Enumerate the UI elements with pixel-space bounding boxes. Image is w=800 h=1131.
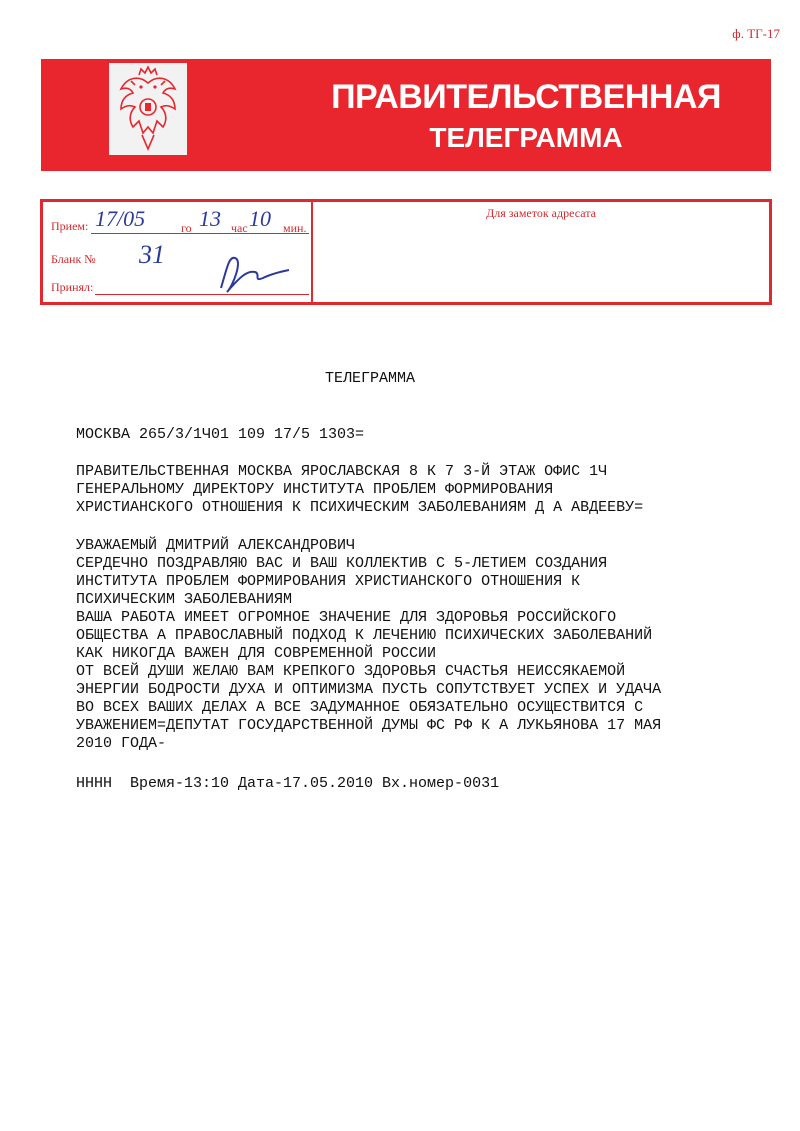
banner-subtitle: ТЕЛЕГРАММА bbox=[429, 122, 623, 153]
body-line: 2010 ГОДА- bbox=[76, 735, 167, 752]
banner-title: ПРАВИТЕЛЬСТВЕННАЯ bbox=[331, 78, 721, 116]
body-line: УВАЖАЕМЫЙ ДМИТРИЙ АЛЕКСАНДРОВИЧ bbox=[76, 537, 356, 554]
received-label: Прием: bbox=[51, 219, 89, 233]
blank-label: Бланк № bbox=[51, 252, 96, 266]
received-line bbox=[91, 233, 309, 234]
body-line: ВО ВСЕХ ВАШИХ ДЕЛАХ А ВСЕ ЗАДУМАННОЕ ОБЯЗАТЕЛЬНО ОСУЩЕСТВИТСЯ С bbox=[76, 699, 644, 716]
address-line: ХРИСТИАНСКОГО ОТНОШЕНИЯ К ПСИХИЧЕСКИМ ЗАБОЛЕВАНИЯМ Д А АВДЕЕВУ= bbox=[76, 499, 644, 516]
blank-number: 31 bbox=[139, 240, 165, 269]
header-banner bbox=[41, 59, 771, 171]
body-line: СЕРДЕЧНО ПОЗДРАВЛЯЮ ВАС И ВАШ КОЛЛЕКТИВ С 5-ЛЕТИЕМ СОЗДАНИЯ bbox=[76, 555, 608, 572]
body-line: ПСИХИЧЕСКИМ ЗАБОЛЕВАНИЯМ bbox=[76, 591, 293, 608]
coat-of-arms-icon bbox=[109, 63, 187, 155]
received-date: 17/05 bbox=[95, 206, 146, 231]
body-line: УВАЖЕНИЕМ=ДЕПУТАТ ГОСУДАРСТВЕННОЙ ДУМЫ ФС РФ К А ЛУКЬЯНОВА 17 МАЯ bbox=[76, 717, 662, 734]
body-line: КАК НИКОГДА ВАЖЕН ДЛЯ СОВРЕМЕННОЙ РОССИИ bbox=[76, 645, 437, 662]
address-line: ГЕНЕРАЛЬНОМУ ДИРЕКТОРУ ИНСТИТУТА ПРОБЛЕМ ФОРМИРОВАНИЯ bbox=[76, 481, 554, 498]
hour-label: час bbox=[231, 221, 248, 235]
telegram-footer: НННН Время-13:10 Дата-17.05.2010 Вх.номер-0031 bbox=[76, 775, 500, 792]
received-year-label: го bbox=[181, 221, 192, 235]
telegram-heading: ТЕЛЕГРАММА bbox=[324, 370, 415, 387]
form-code: ф. ТГ-17 bbox=[732, 26, 780, 41]
body-line: ОТ ВСЕЙ ДУШИ ЖЕЛАЮ ВАМ КРЕПКОГО ЗДОРОВЬЯ СЧАСТЬЯ НЕИССЯКАЕМОЙ bbox=[76, 663, 626, 680]
accepted-label: Принял: bbox=[51, 280, 94, 294]
minute-label: мин. bbox=[283, 221, 307, 235]
notes-label: Для заметок адресата bbox=[486, 206, 596, 220]
signature-icon bbox=[213, 248, 293, 298]
received-minute: 10 bbox=[249, 206, 271, 231]
body-line: ИНСТИТУТА ПРОБЛЕМ ФОРМИРОВАНИЯ ХРИСТИАНСКОГО ОТНОШЕНИЯ К bbox=[76, 573, 581, 590]
address-line: ПРАВИТЕЛЬСТВЕННАЯ МОСКВА ЯРОСЛАВСКАЯ 8 К 7 3-Й ЭТАЖ ОФИС 1Ч bbox=[76, 463, 608, 480]
body-line: ВАША РАБОТА ИМЕЕТ ОГРОМНОЕ ЗНАЧЕНИЕ ДЛЯ ЗДОРОВЬЯ РОССИЙСКОГО bbox=[76, 609, 617, 626]
telegram-routing: МОСКВА 265/3/1Ч01 109 17/5 1303= bbox=[76, 426, 365, 443]
reception-form bbox=[40, 199, 772, 305]
received-hour: 13 bbox=[199, 206, 221, 231]
body-line: ОБЩЕСТВА А ПРАВОСЛАВНЫЙ ПОДХОД К ЛЕЧЕНИЮ ПСИХИЧЕСКИХ ЗАБОЛЕВАНИЙ bbox=[76, 627, 653, 644]
body-line: ЭНЕРГИИ БОДРОСТИ ДУХА И ОПТИМИЗМА ПУСТЬ СОПУТСТВУЕТ УСПЕХ И УДАЧА bbox=[76, 681, 662, 698]
